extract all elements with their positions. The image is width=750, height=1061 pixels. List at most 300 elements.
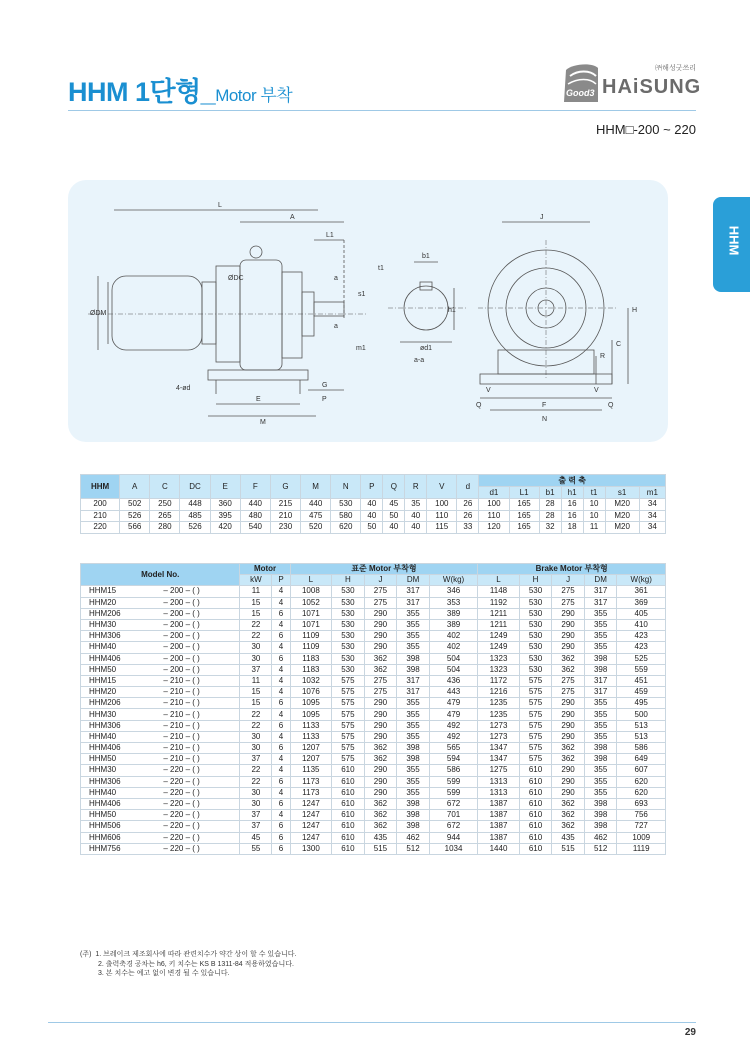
dim-d1: ød1: [420, 345, 433, 352]
table-cell: 513: [617, 731, 666, 742]
table-cell: 362: [552, 743, 585, 754]
table-cell: 34: [639, 510, 665, 522]
table-cell: 355: [397, 709, 430, 720]
table-cell: 290: [364, 631, 397, 642]
table-cell: 395: [210, 510, 240, 522]
dimension-table-body: [81, 499, 666, 534]
table-cell: 610: [332, 810, 365, 821]
table-cell: 40: [383, 522, 405, 534]
table-cell: 1148: [478, 586, 519, 597]
dim-H: H: [632, 307, 638, 314]
table-cell: 530: [332, 597, 365, 608]
table-cell: 502: [120, 499, 150, 511]
header-divider: [68, 110, 696, 111]
table-cell: 15: [240, 608, 272, 619]
model-cell: HHM50: [81, 754, 163, 765]
table-row: [81, 709, 666, 720]
table-cell: 575: [332, 754, 365, 765]
table-cell: 290: [552, 608, 585, 619]
table-cell: 1313: [478, 776, 519, 787]
dim-a-bottom: a: [334, 323, 338, 330]
table-cell: 290: [552, 765, 585, 776]
table-cell: 275: [364, 687, 397, 698]
table-cell: 230: [270, 522, 300, 534]
table-cell: 398: [397, 810, 430, 821]
dimension-drawing: [68, 180, 668, 442]
dim-aa: a-a: [414, 357, 425, 364]
col-header: G: [270, 475, 300, 499]
model-cell: HHM50: [81, 810, 163, 821]
col-header: h1: [561, 487, 583, 499]
table-row: [81, 787, 666, 798]
motor-body: [112, 276, 202, 350]
table-cell: 50: [361, 522, 383, 534]
col-header: H: [519, 575, 552, 586]
table-cell: 10: [583, 510, 605, 522]
table-cell: 620: [331, 522, 361, 534]
table-cell: 398: [397, 798, 430, 809]
dim-DM: ØDM: [90, 310, 107, 317]
table-cell: 290: [364, 765, 397, 776]
table-cell: 355: [584, 619, 617, 630]
model-range: HHM□-200 ~ 220: [596, 122, 696, 137]
table-cell: 362: [552, 798, 585, 809]
table-cell: 40: [405, 522, 427, 534]
table-cell: 1008: [290, 586, 331, 597]
col-header: DM: [397, 575, 430, 586]
table-cell: 15: [240, 687, 272, 698]
table-cell: 1387: [478, 810, 519, 821]
table-cell: 22: [240, 776, 272, 787]
model-cell: HHM40: [81, 731, 163, 742]
table-row: [81, 619, 666, 630]
table-cell: 1192: [478, 597, 519, 608]
model-table: [80, 563, 666, 855]
table-cell: 317: [397, 675, 430, 686]
model-cell: – 210 – ( ): [162, 687, 240, 698]
col-header: DM: [584, 575, 617, 586]
table-cell: 22: [240, 765, 272, 776]
table-cell: 1323: [478, 653, 519, 664]
table-row: [81, 608, 666, 619]
table-cell: 250: [150, 499, 180, 511]
table-cell: 1183: [290, 664, 331, 675]
table-cell: 361: [617, 586, 666, 597]
table-cell: 355: [584, 720, 617, 731]
table-cell: 290: [364, 608, 397, 619]
table-cell: 6: [272, 743, 290, 754]
table-cell: 436: [429, 675, 477, 686]
table-cell: 515: [364, 843, 397, 854]
table-cell: 18: [561, 522, 583, 534]
table-cell: 512: [397, 843, 430, 854]
table-cell: 610: [332, 821, 365, 832]
table-cell: 11: [240, 675, 272, 686]
table-cell: 1133: [290, 731, 331, 742]
table-row: [81, 843, 666, 854]
col-header: s1: [605, 487, 639, 499]
table-cell: 540: [240, 522, 270, 534]
table-cell: 610: [519, 843, 552, 854]
table-cell: 1211: [478, 608, 519, 619]
model-cell: – 210 – ( ): [162, 698, 240, 709]
dimension-drawing-svg: [68, 180, 668, 442]
table-cell: 290: [364, 776, 397, 787]
model-cell: HHM406: [81, 743, 163, 754]
table-cell: 6: [272, 843, 290, 854]
table-cell: 317: [397, 586, 430, 597]
table-cell: 317: [584, 597, 617, 608]
table-cell: 398: [584, 754, 617, 765]
table-cell: 10: [583, 499, 605, 511]
table-cell: 6: [272, 821, 290, 832]
page-title-main: HHM 1단형_: [68, 77, 216, 107]
table-cell: 210: [270, 510, 300, 522]
model-cell: HHM306: [81, 776, 163, 787]
table-cell: 575: [332, 743, 365, 754]
table-cell: 620: [617, 787, 666, 798]
table-cell: 355: [584, 776, 617, 787]
table-cell: 398: [397, 821, 430, 832]
table-row: [81, 675, 666, 686]
table-cell: 530: [332, 619, 365, 630]
col-header: J: [552, 575, 585, 586]
table-cell: 620: [617, 776, 666, 787]
table-cell: 575: [332, 675, 365, 686]
dim-G: G: [322, 382, 328, 389]
table-cell: 398: [397, 754, 430, 765]
table-row: [81, 642, 666, 653]
table-cell: 30: [240, 731, 272, 742]
table-cell: 28: [539, 510, 561, 522]
dim-L: L: [218, 202, 222, 209]
table-cell: 1052: [290, 597, 331, 608]
dim-V-right: V: [594, 387, 599, 394]
table-cell: 530: [519, 619, 552, 630]
table-cell: 369: [617, 597, 666, 608]
table-cell: 50: [383, 510, 405, 522]
table-row: [81, 698, 666, 709]
table-cell: 610: [332, 832, 365, 843]
table-cell: 4: [272, 675, 290, 686]
table-cell: 30: [240, 653, 272, 664]
table-cell: 362: [552, 664, 585, 675]
table-cell: 355: [397, 631, 430, 642]
col-header: L1: [509, 487, 539, 499]
model-cell: – 210 – ( ): [162, 675, 240, 686]
table-cell: 11: [583, 522, 605, 534]
model-cell: HHM30: [81, 619, 163, 630]
model-cell: HHM606: [81, 832, 163, 843]
table-cell: 275: [364, 586, 397, 597]
logo-company-korean: ㈜해성굿쓰리: [655, 65, 696, 72]
col-header: W(kg): [429, 575, 477, 586]
footnote-line: 2. 출력축경 공차는 h6, 키 치수는 KS B 1311-84 적용하였습니다.: [98, 960, 294, 968]
model-cell: HHM40: [81, 787, 163, 798]
table-cell: 1387: [478, 821, 519, 832]
table-row: [81, 687, 666, 698]
table-cell: 15: [240, 597, 272, 608]
table-row: [81, 631, 666, 642]
table-cell: 1173: [290, 787, 331, 798]
table-cell: 290: [364, 787, 397, 798]
dim-R: R: [600, 353, 606, 360]
table-cell: 362: [364, 798, 397, 809]
table-cell: 360: [210, 499, 240, 511]
table-cell: 110: [479, 510, 509, 522]
table-cell: 610: [332, 798, 365, 809]
table-cell: 362: [364, 821, 397, 832]
table-cell: 575: [519, 675, 552, 686]
table-cell: 355: [397, 619, 430, 630]
table-cell: 462: [584, 832, 617, 843]
table-cell: 45: [240, 832, 272, 843]
table-cell: 1273: [478, 720, 519, 731]
table-cell: 1247: [290, 810, 331, 821]
table-cell: 355: [397, 720, 430, 731]
table-cell: 586: [429, 765, 477, 776]
model-cell: – 220 – ( ): [162, 798, 240, 809]
logo-good3: Good3: [566, 88, 595, 98]
table-cell: 290: [364, 709, 397, 720]
table-cell: 16: [561, 499, 583, 511]
table-cell: 362: [552, 653, 585, 664]
table-cell: 575: [519, 743, 552, 754]
table-cell: 362: [552, 810, 585, 821]
table-cell: 1247: [290, 821, 331, 832]
dim-h1: h1: [448, 307, 456, 314]
table-cell: 1249: [478, 631, 519, 642]
table-cell: 22: [240, 631, 272, 642]
table-cell: 355: [584, 698, 617, 709]
model-cell: – 200 – ( ): [162, 597, 240, 608]
dim-F: F: [542, 402, 547, 409]
table-cell: 530: [332, 642, 365, 653]
page-title-sub: Motor 부착: [215, 86, 293, 105]
table-cell: 389: [429, 608, 477, 619]
model-cell: HHM15: [81, 675, 163, 686]
table-cell: 4: [272, 810, 290, 821]
table-row: [81, 653, 666, 664]
table-cell: 398: [397, 743, 430, 754]
table-cell: 165: [509, 510, 539, 522]
table-cell: 693: [617, 798, 666, 809]
table-cell: 290: [552, 720, 585, 731]
table-cell: 4: [272, 787, 290, 798]
model-cell: – 200 – ( ): [162, 653, 240, 664]
col-header: b1: [539, 487, 561, 499]
dim-4d: 4-ød: [176, 385, 191, 392]
model-cell: HHM506: [81, 821, 163, 832]
table-cell: 275: [552, 597, 585, 608]
table-cell: 290: [552, 731, 585, 742]
table-cell: 565: [429, 743, 477, 754]
col-header: d1: [479, 487, 509, 499]
table-cell: 1032: [290, 675, 331, 686]
col-header: P: [361, 475, 383, 499]
table-cell: 355: [397, 642, 430, 653]
table-cell: 1183: [290, 653, 331, 664]
row-header-cell: 200: [81, 499, 120, 511]
motor-header: Motor: [240, 564, 290, 575]
table-cell: 398: [584, 653, 617, 664]
table-cell: 459: [617, 687, 666, 698]
table-cell: 355: [584, 787, 617, 798]
table-cell: 575: [519, 754, 552, 765]
table-cell: 1109: [290, 631, 331, 642]
model-cell: – 210 – ( ): [162, 731, 240, 742]
table-cell: 1323: [478, 664, 519, 675]
col-header: DC: [180, 475, 210, 499]
table-cell: 34: [639, 499, 665, 511]
table-cell: 410: [617, 619, 666, 630]
table-cell: 6: [272, 776, 290, 787]
dim-s1: s1: [358, 291, 366, 298]
table-cell: 355: [584, 765, 617, 776]
dim-DC: ØDC: [228, 275, 244, 282]
table-cell: 513: [617, 720, 666, 731]
table-cell: 1313: [478, 787, 519, 798]
table-cell: 649: [617, 754, 666, 765]
row-header-cell: 210: [81, 510, 120, 522]
footer-divider: [48, 1022, 696, 1023]
table-cell: 530: [332, 664, 365, 675]
model-cell: HHM306: [81, 720, 163, 731]
table-cell: 525: [617, 653, 666, 664]
col-header: E: [210, 475, 240, 499]
table-cell: 756: [617, 810, 666, 821]
table-cell: 575: [332, 709, 365, 720]
table-row: [81, 776, 666, 787]
table-cell: 115: [427, 522, 457, 534]
side-tab-hhm[interactable]: [713, 197, 750, 292]
table-cell: 290: [552, 619, 585, 630]
col-header: F: [240, 475, 270, 499]
dimension-table: [80, 474, 666, 534]
model-cell: – 210 – ( ): [162, 720, 240, 731]
model-cell: – 200 – ( ): [162, 586, 240, 597]
model-cell: – 220 – ( ): [162, 843, 240, 854]
model-cell: HHM20: [81, 687, 163, 698]
table-cell: 290: [552, 776, 585, 787]
dim-A: A: [290, 214, 295, 221]
col-header: kW: [240, 575, 272, 586]
table-cell: 1235: [478, 698, 519, 709]
table-row: [81, 586, 666, 597]
table-cell: 317: [584, 586, 617, 597]
table-cell: 6: [272, 608, 290, 619]
table-cell: 1275: [478, 765, 519, 776]
table-cell: 4: [272, 586, 290, 597]
table-cell: M20: [605, 510, 639, 522]
col-header: N: [331, 475, 361, 499]
table-cell: 451: [617, 675, 666, 686]
table-cell: 610: [519, 776, 552, 787]
col-header: C: [150, 475, 180, 499]
brake-motor-header: Brake Motor 부착형: [478, 564, 666, 575]
table-cell: 440: [301, 499, 331, 511]
table-cell: 1211: [478, 619, 519, 630]
table-cell: 362: [552, 821, 585, 832]
table-cell: 362: [552, 754, 585, 765]
table-cell: 504: [429, 664, 477, 675]
table-cell: 290: [552, 787, 585, 798]
reducer-body: [240, 260, 282, 370]
table-cell: 1109: [290, 642, 331, 653]
table-cell: 317: [584, 675, 617, 686]
table-cell: 6: [272, 631, 290, 642]
dim-V-left: V: [486, 387, 491, 394]
table-cell: 594: [429, 754, 477, 765]
table-row: [81, 664, 666, 675]
table-cell: 526: [120, 510, 150, 522]
table-cell: 610: [519, 798, 552, 809]
table-cell: 290: [364, 698, 397, 709]
table-cell: 575: [519, 698, 552, 709]
table-cell: 530: [519, 631, 552, 642]
col-header: M: [301, 475, 331, 499]
table-cell: 727: [617, 821, 666, 832]
table-row: [81, 821, 666, 832]
table-cell: 492: [429, 731, 477, 742]
table-cell: 515: [552, 843, 585, 854]
table-cell: 607: [617, 765, 666, 776]
model-no-header: Model No.: [81, 564, 240, 586]
table-cell: 22: [240, 619, 272, 630]
table-cell: 355: [397, 731, 430, 742]
table-cell: 479: [429, 709, 477, 720]
table-row: [81, 597, 666, 608]
table-cell: 290: [552, 709, 585, 720]
table-cell: 423: [617, 642, 666, 653]
table-cell: 355: [397, 608, 430, 619]
table-cell: 4: [272, 664, 290, 675]
page-title: [68, 70, 292, 109]
table-cell: 530: [331, 499, 361, 511]
table-cell: 355: [397, 765, 430, 776]
table-row: [81, 731, 666, 742]
dim-Q-right: Q: [608, 402, 614, 409]
table-cell: 165: [509, 499, 539, 511]
table-cell: 290: [552, 631, 585, 642]
model-cell: – 220 – ( ): [162, 810, 240, 821]
table-row: [81, 720, 666, 731]
model-table-body: [81, 586, 666, 855]
model-cell: HHM30: [81, 709, 163, 720]
table-cell: 4: [272, 597, 290, 608]
table-cell: 1347: [478, 743, 519, 754]
table-cell: 55: [240, 843, 272, 854]
table-cell: 1247: [290, 798, 331, 809]
table-cell: 599: [429, 776, 477, 787]
table-cell: 355: [584, 709, 617, 720]
table-cell: 610: [332, 765, 365, 776]
model-cell: – 200 – ( ): [162, 642, 240, 653]
table-cell: 37: [240, 664, 272, 675]
table-cell: 559: [617, 664, 666, 675]
model-cell: – 220 – ( ): [162, 776, 240, 787]
footnote-line: 3. 본 치수는 예고 없이 변경 될 수 있습니다.: [98, 970, 230, 977]
model-cell: – 210 – ( ): [162, 754, 240, 765]
table-cell: 448: [180, 499, 210, 511]
table-cell: 435: [552, 832, 585, 843]
table-cell: 610: [519, 765, 552, 776]
table-cell: 479: [429, 698, 477, 709]
table-cell: 1095: [290, 709, 331, 720]
table-cell: 423: [617, 631, 666, 642]
table-cell: 1095: [290, 698, 331, 709]
model-cell: HHM30: [81, 765, 163, 776]
